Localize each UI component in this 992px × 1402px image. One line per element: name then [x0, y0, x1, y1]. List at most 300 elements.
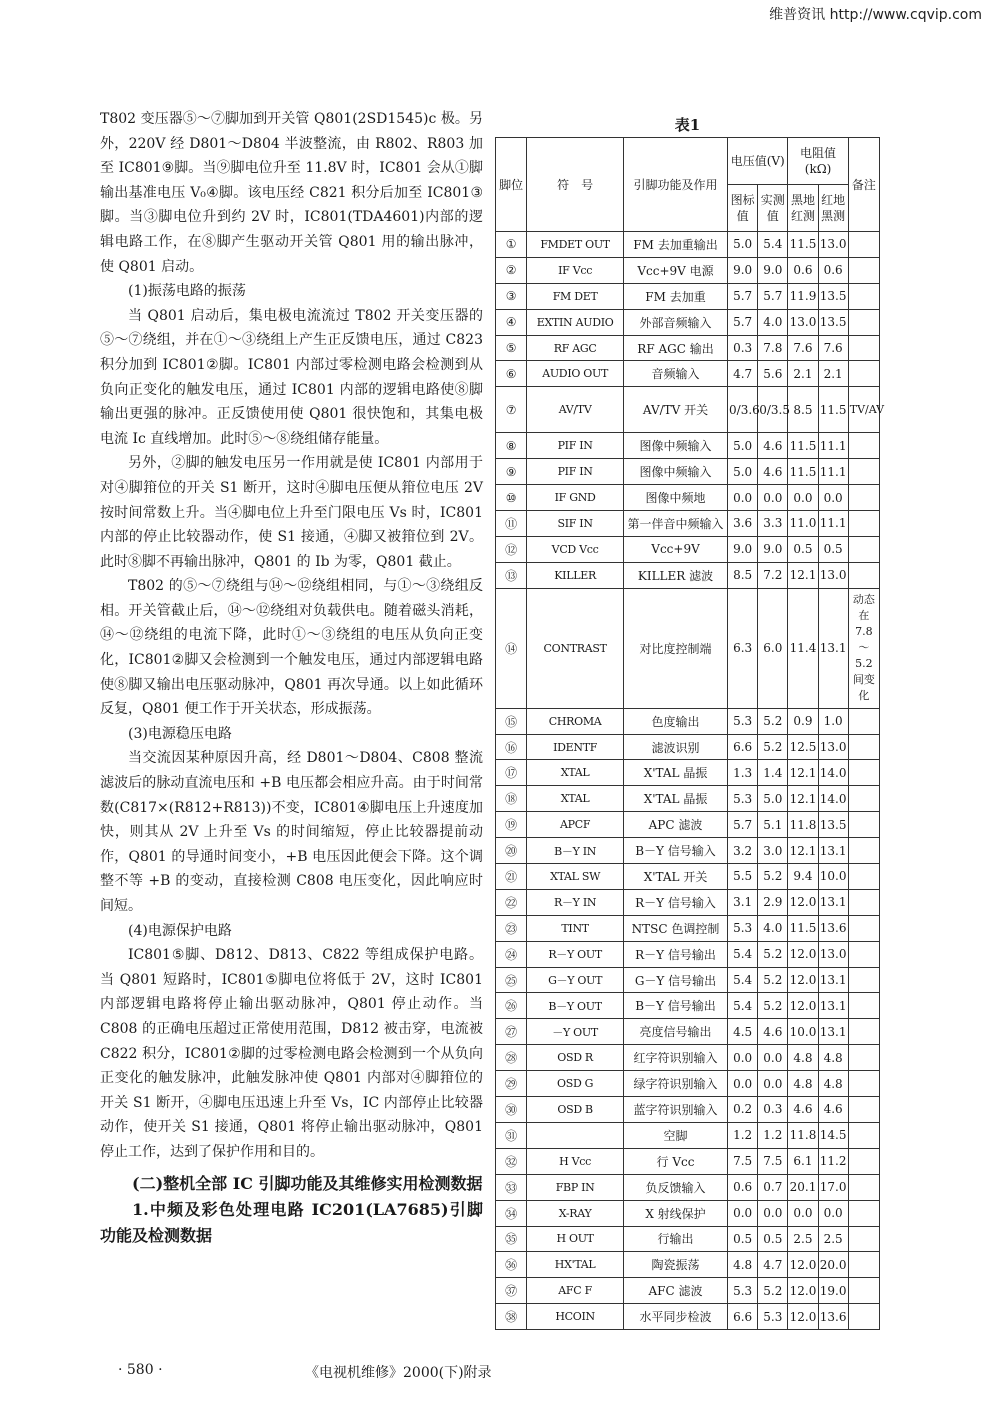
pin-cell: ㉑ [496, 864, 527, 890]
resistance-black-cell: 0.5 [788, 536, 818, 562]
function-cell: KILLER 滤波 [623, 562, 727, 588]
table-row [496, 1304, 880, 1330]
function-cell: B－Y 信号输出 [623, 993, 727, 1019]
resistance-red-cell: 13.6 [818, 1304, 848, 1330]
voltage-measured-cell: 4.6 [758, 459, 788, 485]
voltage-measured-cell: 4.6 [758, 433, 788, 459]
resistance-red-cell: 0.0 [818, 1200, 848, 1226]
table-title: 表1 [674, 116, 701, 134]
note-cell [848, 335, 879, 361]
resistance-black-cell: 4.6 [788, 1097, 818, 1123]
resistance-red-cell: 19.0 [818, 1278, 848, 1304]
symbol-cell: KILLER [527, 562, 624, 588]
table-row [496, 335, 880, 361]
pin-cell: ㉘ [496, 1045, 527, 1071]
pin-cell: ㉕ [496, 967, 527, 993]
voltage-chart-cell: 9.0 [728, 257, 758, 283]
note-cell [848, 1019, 879, 1045]
voltage-measured-cell: 0.0 [758, 485, 788, 511]
voltage-chart-cell: 5.3 [728, 1278, 758, 1304]
function-cell: FM 去加重 [623, 283, 727, 309]
resistance-black-cell: 2.1 [788, 361, 818, 387]
voltage-chart-cell: 9.0 [728, 536, 758, 562]
resistance-red-cell: 13.1 [818, 993, 848, 1019]
symbol-cell: G－Y OUT [527, 967, 624, 993]
function-cell: Vcc+9V 电源 [623, 257, 727, 283]
resistance-black-cell: 11.8 [788, 812, 818, 838]
table-row [496, 257, 880, 283]
voltage-chart-cell: 6.3 [728, 588, 758, 708]
voltage-measured-cell: 0.7 [758, 1174, 788, 1200]
symbol-cell: TINT [527, 915, 624, 941]
symbol-cell: CHROMA [527, 708, 624, 734]
note-cell [848, 812, 879, 838]
resistance-red-cell: 20.0 [818, 1252, 848, 1278]
symbol-cell: B－Y OUT [527, 993, 624, 1019]
table-row [496, 232, 880, 258]
table-row [496, 760, 880, 786]
subheading: (4)电源保护电路 [128, 922, 232, 939]
resistance-red-cell: 13.0 [818, 734, 848, 760]
voltage-chart-cell: 3.2 [728, 838, 758, 864]
header-note: 备注 [848, 138, 879, 232]
symbol-cell: IDENTF [527, 734, 624, 760]
resistance-red-cell: 2.1 [818, 361, 848, 387]
resistance-red-cell: 4.6 [818, 1097, 848, 1123]
pin-cell: ㉝ [496, 1174, 527, 1200]
table-row [496, 967, 880, 993]
function-cell: 音频输入 [623, 361, 727, 387]
note-cell [848, 967, 879, 993]
resistance-red-cell: 13.1 [818, 967, 848, 993]
resistance-red-cell: 14.5 [818, 1122, 848, 1148]
symbol-cell: OSD G [527, 1071, 624, 1097]
resistance-red-cell: 7.6 [818, 335, 848, 361]
resistance-red-cell: 13.1 [818, 1019, 848, 1045]
table-row [496, 864, 880, 890]
voltage-measured-cell: 7.5 [758, 1148, 788, 1174]
resistance-red-cell: 0.5 [818, 536, 848, 562]
symbol-cell: AUDIO OUT [527, 361, 624, 387]
header-resistance-black: 黑地红测 [788, 185, 818, 232]
voltage-chart-cell: 6.6 [728, 734, 758, 760]
note-cell [848, 361, 879, 387]
symbol-cell: OSD R [527, 1045, 624, 1071]
pin-cell: ㊱ [496, 1252, 527, 1278]
voltage-measured-cell: 9.0 [758, 257, 788, 283]
header-pin: 脚位 [496, 138, 527, 232]
pin-cell: ⑪ [496, 511, 527, 537]
note-cell [848, 1278, 879, 1304]
note-cell [848, 760, 879, 786]
voltage-measured-cell: 5.7 [758, 283, 788, 309]
resistance-black-cell: 12.0 [788, 967, 818, 993]
pin-cell: ⑬ [496, 562, 527, 588]
resistance-black-cell: 11.8 [788, 1122, 818, 1148]
resistance-black-cell: 12.0 [788, 1278, 818, 1304]
function-cell: 外部音频输入 [623, 309, 727, 335]
subheading: (1)振荡电路的振荡 [128, 283, 246, 300]
resistance-red-cell: 13.5 [818, 812, 848, 838]
resistance-red-cell: 17.0 [818, 1174, 848, 1200]
resistance-red-cell: 13.0 [818, 562, 848, 588]
note-cell [848, 1122, 879, 1148]
voltage-measured-cell: 5.3 [758, 1304, 788, 1330]
resistance-black-cell: 12.5 [788, 734, 818, 760]
symbol-cell: SIF IN [527, 511, 624, 537]
function-cell: X'TAL 晶振 [623, 786, 727, 812]
voltage-measured-cell: 3.3 [758, 511, 788, 537]
resistance-red-cell: 2.5 [818, 1226, 848, 1252]
voltage-chart-cell: 0.0 [728, 1200, 758, 1226]
voltage-measured-cell: 2.9 [758, 889, 788, 915]
note-cell [848, 1226, 879, 1252]
table-row [496, 588, 880, 708]
voltage-measured-cell: 7.2 [758, 562, 788, 588]
symbol-cell: －Y OUT [527, 1019, 624, 1045]
pin-cell: ㉛ [496, 1122, 527, 1148]
voltage-measured-cell: 4.0 [758, 309, 788, 335]
symbol-cell: EXTIN AUDIO [527, 309, 624, 335]
symbol-cell: AV/TV [527, 387, 624, 433]
resistance-red-cell: 4.8 [818, 1045, 848, 1071]
function-cell: X'TAL 晶振 [623, 760, 727, 786]
resistance-black-cell: 11.0 [788, 511, 818, 537]
resistance-red-cell: 0.0 [818, 485, 848, 511]
voltage-measured-cell: 5.2 [758, 864, 788, 890]
table-row [496, 562, 880, 588]
function-cell: 蓝字符识别输入 [623, 1097, 727, 1123]
pin-cell: ㉔ [496, 941, 527, 967]
note-cell [848, 864, 879, 890]
note-cell: 动态在7.8～5.2间变化 [848, 588, 879, 708]
table-row [496, 1019, 880, 1045]
resistance-red-cell: 14.0 [818, 786, 848, 812]
resistance-red-cell: 11.5 [818, 387, 848, 433]
resistance-black-cell: 4.8 [788, 1071, 818, 1097]
table-row [496, 387, 880, 433]
table-row [496, 485, 880, 511]
resistance-red-cell: 11.1 [818, 433, 848, 459]
voltage-measured-cell: 5.4 [758, 232, 788, 258]
symbol-cell: RF AGC [527, 335, 624, 361]
table-row [496, 1148, 880, 1174]
voltage-chart-cell: 5.0 [728, 232, 758, 258]
function-cell: APC 滤波 [623, 812, 727, 838]
paragraph: 当交流因某种原因升高，经 D801～D804、C808 整流滤波后的脉动直流电压和 +B 电压都会相应升高。由于时间常数(C817×(R812+R813))不变，IC801④脚电压上升速度加快，则其从 2V 上升至 Vs 的时间缩短，停止比较器提前动作，Q801 的导通时间变小，+B 电压因此便会下降。这个调整不等 +B 的变动，直接检测 C808 电压变化，因此响应时间短。 [100, 750, 483, 914]
function-cell: 色度输出 [623, 708, 727, 734]
table-row [496, 1045, 880, 1071]
resistance-black-cell: 11.9 [788, 283, 818, 309]
section-heading: (二)整机全部 IC 引脚功能及其维修实用检测数据 [132, 1173, 483, 1193]
function-cell: 图像中频输入 [623, 433, 727, 459]
table-row [496, 361, 880, 387]
voltage-measured-cell: 5.6 [758, 361, 788, 387]
resistance-black-cell: 11.5 [788, 433, 818, 459]
note-cell [848, 485, 879, 511]
function-cell: 行 Vcc [623, 1148, 727, 1174]
table-row [496, 786, 880, 812]
resistance-black-cell: 13.0 [788, 309, 818, 335]
pin-cell: ⑭ [496, 588, 527, 708]
table-row [496, 1226, 880, 1252]
symbol-cell [527, 1122, 624, 1148]
pin-cell: ㉖ [496, 993, 527, 1019]
voltage-measured-cell: 7.8 [758, 335, 788, 361]
pin-cell: ⑯ [496, 734, 527, 760]
resistance-black-cell: 20.1 [788, 1174, 818, 1200]
subsection-heading: 1.中频及彩色处理电路 IC201(LA7685)引脚功能及检测数据 [100, 1199, 483, 1245]
table-row [496, 708, 880, 734]
resistance-black-cell: 12.1 [788, 760, 818, 786]
pin-cell: ② [496, 257, 527, 283]
header-resistance: 电阻值(kΩ) [788, 138, 848, 185]
pin-cell: ㉚ [496, 1097, 527, 1123]
function-cell: 陶瓷振荡 [623, 1252, 727, 1278]
voltage-measured-cell: 5.2 [758, 993, 788, 1019]
pin-cell: ⑤ [496, 335, 527, 361]
table-row [496, 536, 880, 562]
note-cell [848, 838, 879, 864]
note-cell [848, 257, 879, 283]
function-cell: 图像中频地 [623, 485, 727, 511]
table-row [496, 1174, 880, 1200]
function-cell: 红字符识别输入 [623, 1045, 727, 1071]
note-cell [848, 993, 879, 1019]
resistance-red-cell: 11.1 [818, 459, 848, 485]
voltage-chart-cell: 0.0 [728, 485, 758, 511]
voltage-chart-cell: 0.6 [728, 1174, 758, 1200]
voltage-measured-cell: 1.2 [758, 1122, 788, 1148]
pin-cell: ⑰ [496, 760, 527, 786]
resistance-red-cell: 14.0 [818, 760, 848, 786]
voltage-chart-cell: 4.7 [728, 361, 758, 387]
symbol-cell: OSD B [527, 1097, 624, 1123]
subheading: (3)电源稳压电路 [128, 725, 232, 742]
function-cell: 亮度信号输出 [623, 1019, 727, 1045]
note-cell [848, 708, 879, 734]
resistance-black-cell: 12.0 [788, 993, 818, 1019]
voltage-chart-cell: 0.0 [728, 1045, 758, 1071]
function-cell: 对比度控制端 [623, 588, 727, 708]
function-cell: R－Y 信号输出 [623, 941, 727, 967]
table-row [496, 812, 880, 838]
pin-cell: ㊳ [496, 1304, 527, 1330]
symbol-cell: FMDET OUT [527, 232, 624, 258]
symbol-cell: PIF IN [527, 459, 624, 485]
table-row [496, 734, 880, 760]
note-cell [848, 433, 879, 459]
paragraph: 当 Q801 启动后，集电极电流流过 T802 开关变压器的⑤～⑦绕组，并在①～③绕组上产生正反馈电压，通过 C823 积分加到 IC801②脚。IC801 内部过零检测电路会检测到从负向正变化的触发电压，通过 IC801 内部的逻辑电路使⑧脚输出更强的脉冲。正反馈使用使 Q801 很快饱和，其集电极电流 Ic 直线增加。此时⑤～⑧绕组储存能量。 [100, 307, 483, 447]
voltage-measured-cell: 5.2 [758, 734, 788, 760]
resistance-black-cell: 11.4 [788, 588, 818, 708]
voltage-chart-cell: 4.8 [728, 1252, 758, 1278]
voltage-chart-cell: 7.5 [728, 1148, 758, 1174]
symbol-cell: VCD Vcc [527, 536, 624, 562]
voltage-measured-cell: 1.4 [758, 760, 788, 786]
function-cell: 空脚 [623, 1122, 727, 1148]
table-row [496, 993, 880, 1019]
resistance-black-cell: 12.1 [788, 562, 818, 588]
function-cell: AFC 滤波 [623, 1278, 727, 1304]
pin-cell: ④ [496, 309, 527, 335]
note-cell [848, 1071, 879, 1097]
resistance-black-cell: 6.1 [788, 1148, 818, 1174]
voltage-chart-cell: 5.4 [728, 967, 758, 993]
voltage-measured-cell: 0.5 [758, 1226, 788, 1252]
note-cell [848, 1045, 879, 1071]
resistance-red-cell: 13.1 [818, 588, 848, 708]
pin-cell: ㉗ [496, 1019, 527, 1045]
resistance-red-cell: 13.0 [818, 941, 848, 967]
resistance-black-cell: 12.0 [788, 889, 818, 915]
function-cell: NTSC 色调控制 [623, 915, 727, 941]
paragraph: IC801⑤脚、D812、D813、C822 等组成保护电路。当 Q801 短路时，IC801⑤脚电位将低于 2V，这时 IC801 内部逻辑电路将停止输出驱动脉冲，Q801 停止动作。当 C808 的正确电压超过正常使用范围，D812 被击穿，电流被 C822 积分，IC801②脚的过零检测电路会检测到一个从负向正变化的触发脉冲，此触发脉冲使 Q801 内部对④脚箝位的开关 S1 断开，④脚电压迅速上升至 Vs，IC 内部停止比较器动作，使开关 S1 接通，Q801 将停止输出驱动脉冲，Q801 停止工作，达到了保护作用和目的。 [100, 947, 483, 1160]
note-cell [848, 889, 879, 915]
pin-cell: ⑩ [496, 485, 527, 511]
symbol-cell: IF GND [527, 485, 624, 511]
pin-cell: ⑦ [496, 387, 527, 433]
symbol-cell: H OUT [527, 1226, 624, 1252]
pin-cell: ⑫ [496, 536, 527, 562]
resistance-red-cell: 4.8 [818, 1071, 848, 1097]
pin-cell: ㉙ [496, 1071, 527, 1097]
note-cell: TV/AV [848, 387, 879, 433]
symbol-cell: CONTRAST [527, 588, 624, 708]
table-row [496, 838, 880, 864]
table-row [496, 1122, 880, 1148]
voltage-chart-cell: 3.6 [728, 511, 758, 537]
pin-cell: ㉜ [496, 1148, 527, 1174]
resistance-black-cell: 9.4 [788, 864, 818, 890]
function-cell: 行输出 [623, 1226, 727, 1252]
table-body [496, 232, 885, 1330]
resistance-red-cell: 11.1 [818, 511, 848, 537]
resistance-black-cell: 4.8 [788, 1045, 818, 1071]
function-cell: 滤波识别 [623, 734, 727, 760]
pin-cell: ① [496, 232, 527, 258]
note-cell [848, 1148, 879, 1174]
symbol-cell: IF Vcc [527, 257, 624, 283]
voltage-measured-cell: 4.7 [758, 1252, 788, 1278]
symbol-cell: HCOIN [527, 1304, 624, 1330]
note-cell [848, 511, 879, 537]
note-cell [848, 941, 879, 967]
voltage-chart-cell: 5.5 [728, 864, 758, 890]
watermark: 维普资讯 http://www.cqvip.com [769, 7, 982, 23]
table-row [496, 433, 880, 459]
resistance-red-cell: 13.5 [818, 309, 848, 335]
voltage-measured-cell: 9.0 [758, 536, 788, 562]
voltage-chart-cell: 5.4 [728, 941, 758, 967]
note-cell [848, 309, 879, 335]
symbol-cell: PIF IN [527, 433, 624, 459]
function-cell: G－Y 信号输出 [623, 967, 727, 993]
symbol-cell: B－Y IN [527, 838, 624, 864]
note-cell [848, 1252, 879, 1278]
voltage-measured-cell: 5.2 [758, 941, 788, 967]
resistance-black-cell: 12.1 [788, 786, 818, 812]
table-row [496, 1278, 880, 1304]
voltage-measured-cell: 5.2 [758, 967, 788, 993]
resistance-red-cell: 13.0 [818, 232, 848, 258]
voltage-chart-cell: 0.2 [728, 1097, 758, 1123]
table-row [496, 915, 880, 941]
voltage-chart-cell: 0.0 [728, 1071, 758, 1097]
table-row [496, 1097, 880, 1123]
note-cell [848, 786, 879, 812]
pin-cell: ⑥ [496, 361, 527, 387]
function-cell: R－Y 信号输入 [623, 889, 727, 915]
resistance-black-cell: 8.5 [788, 387, 818, 433]
symbol-cell: HX'TAL [527, 1252, 624, 1278]
voltage-chart-cell: 5.4 [728, 993, 758, 1019]
resistance-black-cell: 12.0 [788, 941, 818, 967]
function-cell: AV/TV 开关 [623, 387, 727, 433]
voltage-measured-cell: 3.0 [758, 838, 788, 864]
voltage-measured-cell: 5.1 [758, 812, 788, 838]
table-row [496, 1071, 880, 1097]
voltage-chart-cell: 6.6 [728, 1304, 758, 1330]
voltage-chart-cell: 3.1 [728, 889, 758, 915]
symbol-cell: XTAL SW [527, 864, 624, 890]
voltage-measured-cell: 0.0 [758, 1071, 788, 1097]
function-cell: 水平同步检波 [623, 1304, 727, 1330]
symbol-cell: AFC F [527, 1278, 624, 1304]
resistance-black-cell: 0.6 [788, 257, 818, 283]
voltage-measured-cell: 4.0 [758, 915, 788, 941]
table-row [496, 941, 880, 967]
voltage-measured-cell: 0.0 [758, 1200, 788, 1226]
symbol-cell: X-RAY [527, 1200, 624, 1226]
function-cell: 图像中频输入 [623, 459, 727, 485]
symbol-cell: FM DET [527, 283, 624, 309]
note-cell [848, 232, 879, 258]
resistance-black-cell: 11.5 [788, 232, 818, 258]
page-number: · 580 · [118, 1362, 163, 1378]
voltage-chart-cell: 8.5 [728, 562, 758, 588]
resistance-red-cell: 10.0 [818, 864, 848, 890]
note-cell [848, 536, 879, 562]
resistance-red-cell: 13.6 [818, 915, 848, 941]
note-cell [848, 1200, 879, 1226]
resistance-black-cell: 12.0 [788, 1304, 818, 1330]
resistance-black-cell: 11.5 [788, 459, 818, 485]
function-cell: 绿字符识别输入 [623, 1071, 727, 1097]
pin-cell: ⑮ [496, 708, 527, 734]
pin-cell: ㉞ [496, 1200, 527, 1226]
function-cell: 第一伴音中频输入 [623, 511, 727, 537]
resistance-red-cell: 0.6 [818, 257, 848, 283]
resistance-black-cell: 0.0 [788, 1200, 818, 1226]
voltage-measured-cell: 0/3.5 [758, 387, 788, 433]
note-cell [848, 915, 879, 941]
note-cell [848, 283, 879, 309]
function-cell: X'TAL 开关 [623, 864, 727, 890]
voltage-chart-cell: 0/3.6 [728, 387, 758, 433]
resistance-red-cell: 1.0 [818, 708, 848, 734]
voltage-chart-cell: 0.3 [728, 335, 758, 361]
pin-cell: ⑧ [496, 433, 527, 459]
header-symbol: 符 号 [527, 138, 624, 232]
header-resistance-red: 红地黑测 [818, 185, 848, 232]
note-cell [848, 1097, 879, 1123]
resistance-red-cell: 13.1 [818, 889, 848, 915]
table-row [496, 511, 880, 537]
voltage-measured-cell: 4.6 [758, 1019, 788, 1045]
pin-cell: ㉒ [496, 889, 527, 915]
resistance-black-cell: 11.5 [788, 915, 818, 941]
